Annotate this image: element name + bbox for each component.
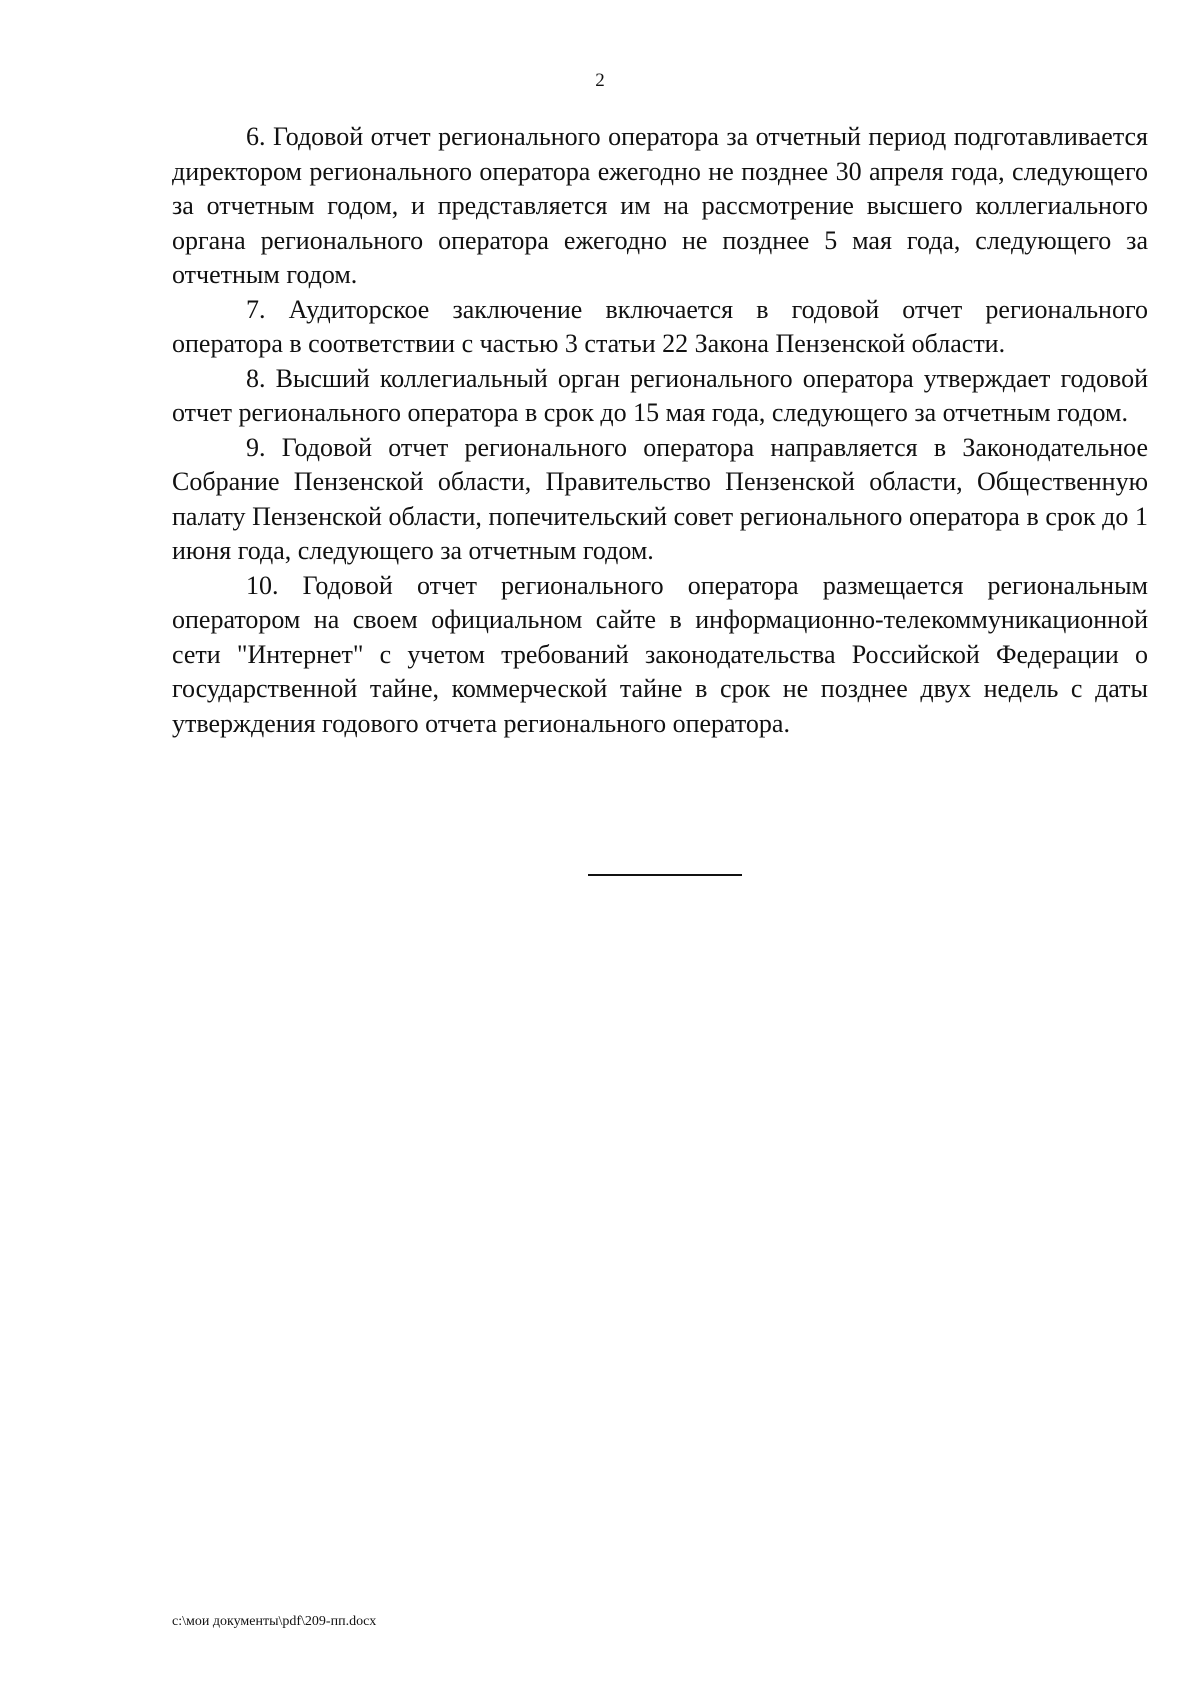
- footer-file-path: c:\мои документы\pdf\209-пп.docx: [172, 1614, 377, 1629]
- paragraph-item-7: 7. Аудиторское заключение включается в годовой отчет регионального оператора в соответствии с частью 3 статьи 22 Закона Пензенской области.: [172, 294, 1148, 358]
- paragraph-item-8: 8. Высший коллегиальный орган регионального оператора утверждает годовой отчет регионального оператора в срок до 15 мая года, следующего за отчетным годом.: [172, 363, 1148, 427]
- page-number: 2: [595, 70, 605, 91]
- document-body: [172, 120, 1148, 741]
- paragraph-item-9: 9. Годовой отчет регионального оператора направляется в Законодательное Собрание Пензенской области, Правительство Пензенской области, Общественную палату Пензенской области, попечительский совет регионального оператора в срок до 1 июня года, следующего за отчетным годом.: [172, 432, 1148, 565]
- paragraph-item-6: 6. Годовой отчет регионального оператора за отчетный период подготавливается директором регионального оператора ежегодно не позднее 30 апреля года, следующего за отчетным годом, и представляется им на рассмотрение высшего коллегиального органа регионального оператора ежегодно не позднее 5 мая года, следующего за отчетным годом.: [172, 122, 1148, 289]
- paragraph-item-10: 10. Годовой отчет регионального оператора размещается региональным оператором на своем официальном сайте в информационно-телекоммуникационной сети "Интернет" с учетом требований законодательства Российской Федерации о государственной тайне, коммерческой тайне в срок не позднее двух недель с даты утверждения годового отчета регионального оператора.: [172, 570, 1148, 738]
- end-divider: [588, 874, 742, 876]
